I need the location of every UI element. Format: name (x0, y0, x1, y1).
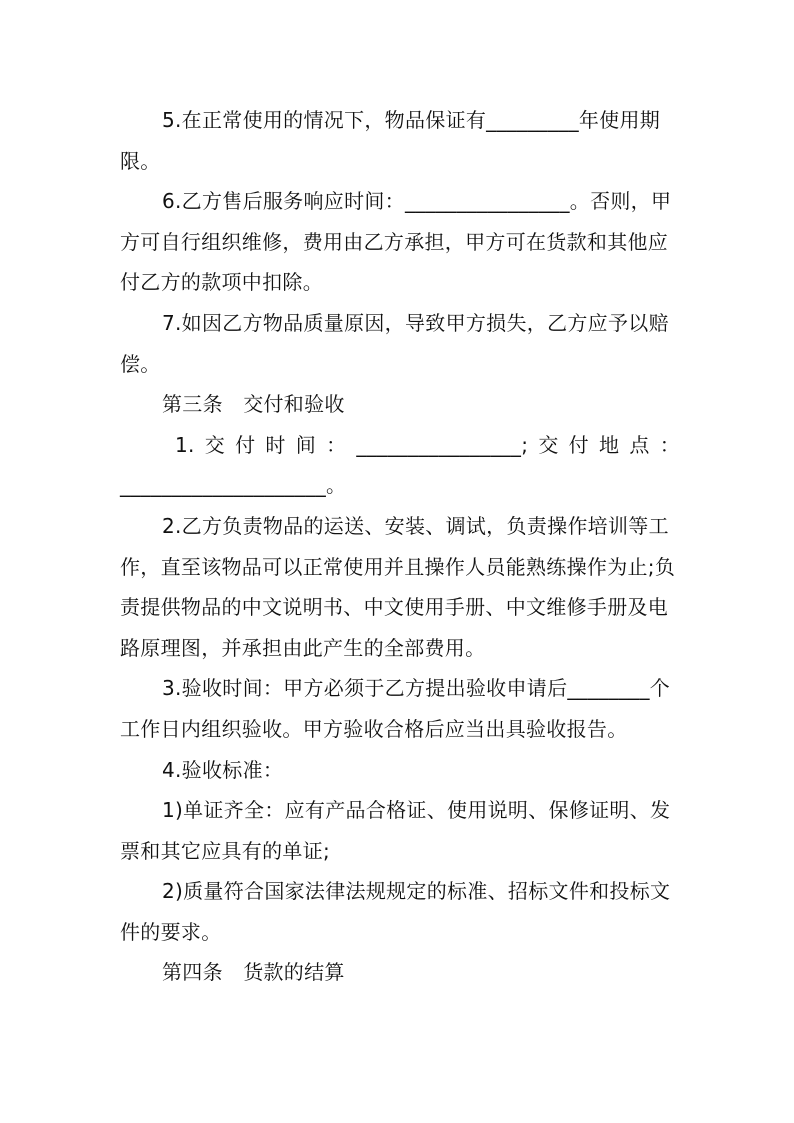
article-3-heading: 第三条 交付和验收 (162, 392, 345, 417)
standard-2-quality: 2)质量符合国家法律法规规定的标准、招标文件和投标文件的要求。 (120, 879, 671, 944)
standard-1-documents: 1)单证齐全：应有产品合格证、使用说明、保修证明、发票和其它应具有的单证; (120, 798, 671, 863)
clause-5-warranty-period: 5.在正常使用的情况下，物品保证有_________年使用期限。 (120, 108, 661, 173)
clause-2-installation-training: 2.乙方负责物品的运送、安装、调试，负责操作培训等工作，直至该物品可以正常使用并且操作人员能熟练操作为止;负责提供物品的中文说明书、中文使用手册、中文维修手册及电路原理图，并承担由此产生的全部费用。 (120, 513, 676, 660)
article-4-heading: 第四条 货款的结算 (162, 960, 345, 985)
clause-4-acceptance-standard: 4.验收标准： (162, 757, 284, 782)
delivery-time-place: 1.交付时间：________________;交付地点： (175, 432, 680, 457)
contract-body (120, 100, 680, 993)
clause-6-service-response: 6.乙方售后服务响应时间：________________。否则，甲方可自行组织维修，费用由乙方承担，甲方可在货款和其他应付乙方的款项中扣除。 (120, 189, 672, 295)
clause-7-compensation: 7.如因乙方物品质量原因，导致甲方损失，乙方应予以赔偿。 (120, 310, 669, 376)
delivery-place-blank: ____________________。 (120, 473, 347, 498)
clause-3-acceptance-time: 3.验收时间：甲方必须于乙方提出验收申请后________个工作日内组织验收。甲方验收合格后应当出具验收报告。 (120, 676, 671, 741)
